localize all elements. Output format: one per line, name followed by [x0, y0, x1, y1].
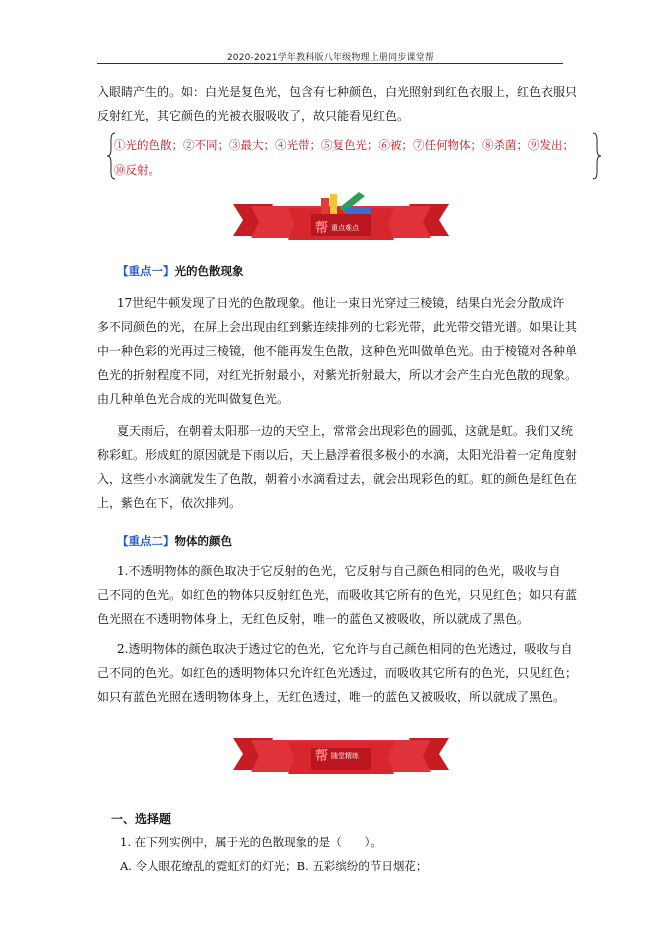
ribbon-banner-icon	[233, 720, 449, 778]
s2p1-line-1: 1.不透明物体的颜色取决于它反射的色光，它反射与自己颜色相同的色光，吸收与自	[117, 564, 561, 578]
right-brace-icon	[592, 132, 602, 180]
s2p2-line-1: 2.透明物体的颜色取决于透过它的色光，它允许与自己颜色相同的色光透过，吸收与自	[117, 642, 573, 656]
s1p1-line-5: 由几种单色光合成的光叫做复色光。	[97, 392, 290, 406]
section-2-paragraph-2	[117, 637, 573, 661]
intro-paragraph	[97, 80, 578, 128]
section-2-paragraph-2-cont	[97, 661, 578, 709]
banner-label: 重点难点	[331, 224, 359, 232]
intro-line-1: 入眼睛产生的。如：白光是复色光，包含有七种颜色，白光照射到红色衣服上，红色衣服只	[97, 85, 578, 99]
intro-line-2: 反射红光，其它颜色的光被衣服吸收了，故只能看见红色。	[97, 109, 410, 123]
section-1-paragraph-2	[117, 419, 574, 443]
s1p1-line-4: 色光的折射程度不同，对红光折射最小，对紫光折射最大，所以才会产生白光色散的现象。	[97, 368, 578, 382]
s2p1-line-2: 己不同的色光。如红色的物体只反射红色光，而吸收其它所有的色光，只见红色；如只有蓝	[97, 588, 578, 602]
s1p2-line-4: 上，紫色在下，依次排列。	[97, 496, 242, 510]
section-1-title	[117, 263, 244, 279]
section-1-paragraph-2-cont	[97, 443, 578, 515]
banner-glyph: 帮	[315, 749, 329, 764]
banner-glyph: 帮	[315, 221, 329, 236]
section-1-paragraph-1-cont	[97, 315, 578, 411]
question-1-options: A. 令人眼花缭乱的霓虹灯的灯光；B. 五彩缤纷的节日烟花；	[120, 859, 428, 873]
answer-line-1: ①光的色散；②不同；③最大；④光带；⑤复色光；⑥被；⑦任何物体；⑧杀菌；⑨发出；	[114, 138, 574, 152]
section-2-paragraph-1-cont	[97, 583, 578, 631]
banner-practice	[233, 720, 449, 778]
s1p2-line-3: 入，这些小水滴就发生了色散，朝着小水滴看过去，就会出现彩色的虹。虹的颜色是红色在	[97, 472, 578, 486]
answer-box	[106, 132, 602, 182]
question-1: 1. 在下列实例中，属于光的色散现象的是（ ）。	[120, 835, 382, 849]
answer-line-2: ⑩反射。	[114, 163, 160, 177]
s1p1-line-2: 多不同颜色的光，在屏上会出现由红到紫连续排列的七彩光带，此光带交错光谱。如果让其	[97, 320, 578, 334]
s1p2-line-1: 夏天雨后，在朝着太阳那一边的天空上，常常会出现彩色的圆弧，这就是虹。我们又统	[117, 424, 574, 438]
section-1-paragraph-1	[117, 291, 563, 315]
banner-key-points	[233, 186, 449, 244]
s2p1-line-3: 色光照在不透明物体身上，无红色反射，唯一的蓝色又被吸收，所以就成了黑色。	[97, 612, 530, 626]
s1p2-line-2: 称彩虹。形成虹的原因就是下雨以后，天上悬浮着很多极小的水滴，太阳光沿着一定角度射	[97, 448, 578, 462]
section-2-paragraph-1	[117, 559, 563, 583]
s1p1-line-3: 中一种色彩的光再过三棱镜，他不能再发生色散，这种色光叫做单色光。由于棱镜对各种单	[97, 344, 578, 358]
s1p1-line-1: 17世纪牛顿发现了日光的色散现象。他让一束日光穿过三棱镜，结果白光会分散成许	[117, 296, 565, 310]
ribbon-banner-icon	[233, 186, 449, 244]
page-header-title: 2020-2021学年教科版八年级物理上册同步课堂帮	[226, 53, 435, 63]
exercise-heading: 一、选择题	[111, 812, 172, 826]
header-rule	[97, 63, 563, 64]
s2p2-line-3: 如只有蓝色光照在透明物体身上，无红色透过，唯一的蓝色又被吸收，所以就成了黑色。	[97, 690, 566, 704]
section-2-heading: 物体的颜色	[174, 534, 232, 548]
banner-label: 随堂精练	[331, 752, 359, 760]
section-2-title	[117, 533, 232, 549]
section-1-heading: 光的色散现象	[174, 264, 244, 278]
section-1-bracket: 【重点一】	[117, 264, 175, 278]
section-2-bracket: 【重点二】	[117, 534, 175, 548]
s2p2-line-2: 己不同的色光。如红色的透明物体只允许红色光透过，而吸收其它所有的色光，只见红色；	[97, 666, 578, 680]
